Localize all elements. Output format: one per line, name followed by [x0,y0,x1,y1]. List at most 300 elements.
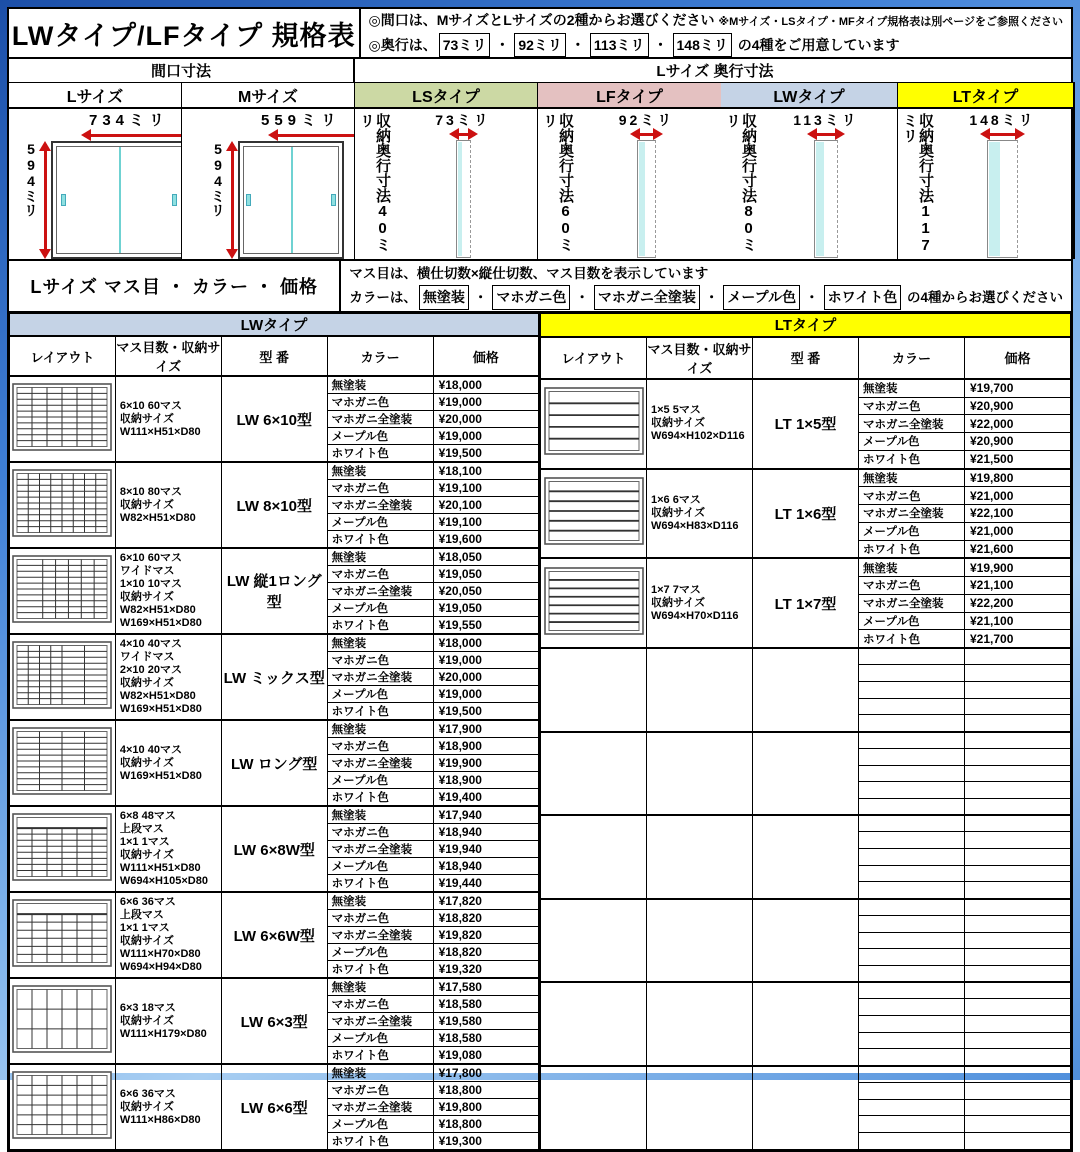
model-cell: LW 8×10型 [221,462,327,548]
color-cell: マホガニ色 [327,652,433,669]
model-cell: LW 6×6型 [221,1064,327,1150]
spec-cell [115,462,221,548]
price-cell: ¥19,400 [433,789,539,807]
panel-depth-arrow [807,128,845,140]
layout-cell [10,462,116,548]
price-section-notes [341,261,1071,311]
spec-cell [115,1064,221,1150]
ls-type-diagram [355,109,538,259]
depth-option-0: 73ミリ [439,33,491,57]
price-cell: ¥19,320 [433,961,539,979]
lt-type-table [540,313,1071,1150]
column-header: マス目数・収納サイズ [647,337,753,379]
price-cell: ¥21,100 [965,612,1071,630]
panel-depth-arrow [630,128,663,140]
size-col-header-1: Mサイズ [182,83,355,109]
spec-line: 4×10 40マス [119,743,182,756]
m-height-label: 594ミリ [210,141,226,217]
color-cell: 無塗装 [327,376,433,394]
price-cell: ¥18,580 [433,1030,539,1047]
color-cell [859,665,965,682]
color-cell: ホワイト色 [327,875,433,893]
color-cell [859,815,965,832]
spec-line: 収納サイズ [651,417,706,430]
color-cell: メープル色 [327,1030,433,1047]
price-cell: ¥19,580 [433,1013,539,1030]
model-cell: LW 6×6W型 [221,892,327,978]
spec-line: W111×H70×D80 [119,948,201,960]
spec-cell [647,732,753,816]
price-cell [965,798,1071,815]
model-cell [753,648,859,732]
color-cell: マホガニ色 [327,910,433,927]
color-cell: 無塗装 [327,462,433,480]
price-cell: ¥20,900 [965,397,1071,415]
price-tables [7,313,1073,1152]
panel-drawing [755,113,897,258]
color-cell: マホガニ全塗装 [327,927,433,944]
spec-line: W111×H51×D80 [119,862,201,874]
color-note-suffix: の4種からお選びください [906,290,1063,305]
color-cell: マホガニ色 [327,824,433,841]
color-option-0: 無塗装 [419,285,469,310]
color-option-4: ホワイト色 [824,285,902,310]
color-cell: 無塗装 [859,379,965,397]
color-cell: マホガニ色 [859,577,965,595]
color-cell: ホワイト色 [327,789,433,807]
price-cell [965,1016,1071,1033]
price-cell: ¥17,900 [433,720,539,738]
price-cell: ¥19,000 [433,428,539,445]
panel-depth-label: 148ミリ [969,112,1036,128]
model-cell [753,982,859,1066]
color-cell [859,1049,965,1066]
storage-depth-label: 収納奥行寸法40ミリ [358,113,391,252]
spec-cell [115,806,221,892]
column-header: レイアウト [541,337,647,379]
color-cell: マホガニ全塗装 [327,1013,433,1030]
spec-cell [647,379,753,469]
price-cell: ¥19,000 [433,652,539,669]
layout-cell [10,548,116,634]
price-cell [965,815,1071,832]
note-line-2-prefix: ◎奥行は、 [368,37,437,53]
color-cell: マホガニ色 [859,487,965,505]
price-cell [965,865,1071,882]
price-cell: ¥18,800 [433,1116,539,1133]
separator: ・ [495,37,510,53]
color-cell: ホワイト色 [327,445,433,463]
price-cell: ¥20,900 [965,433,1071,451]
spec-cell [647,982,753,1066]
price-cell: ¥19,500 [433,445,539,463]
layout-cell [541,558,647,648]
price-cell [965,665,1071,682]
price-cell: ¥21,000 [965,487,1071,505]
spec-line: W82×H51×D80 [119,511,196,524]
color-cell: マホガニ全塗装 [327,755,433,772]
price-cell [965,949,1071,966]
price-cell [965,732,1071,749]
color-cell: ホワイト色 [327,961,433,979]
separator: ・ [704,290,719,305]
panel-rect [987,140,1018,258]
color-cell: 無塗装 [327,548,433,566]
spec-line: W82×H51×D80 [119,604,196,616]
spec-cell [647,1066,753,1150]
model-cell: LW 6×10型 [221,376,327,462]
price-cell: ¥18,000 [433,634,539,652]
panel-drawing [572,113,721,258]
color-cell: マホガニ全塗装 [859,505,965,523]
spec-line: W111×H86×D80 [119,1113,201,1126]
spec-line: 1×1 1マス [119,922,170,934]
spec-cell [115,720,221,806]
color-cell [859,865,965,882]
color-cell [859,765,965,782]
spec-line: W169×H51×D80 [119,703,202,715]
price-cell: ¥21,600 [965,540,1071,558]
price-cell: ¥19,700 [965,379,1071,397]
model-cell: LW ロング型 [221,720,327,806]
price-cell [965,965,1071,982]
column-header: カラー [327,336,433,376]
color-cell [859,715,965,732]
price-cell: ¥19,900 [433,755,539,772]
header-notes [361,9,1071,57]
panel-depth-label: 113ミリ [793,112,859,128]
model-cell [753,899,859,983]
lt-type-diagram [898,109,1075,259]
spec-line: 6×6 36マス [119,1087,176,1100]
model-cell: LW ミックス型 [221,634,327,720]
price-cell: ¥22,200 [965,594,1071,612]
price-cell: ¥18,100 [433,462,539,480]
price-cell: ¥22,100 [965,505,1071,523]
spec-line: 収納サイズ [119,412,175,425]
color-cell: ホワイト色 [859,630,965,648]
color-cell: メープル色 [859,522,965,540]
price-cell [965,999,1071,1016]
price-cell: ¥19,100 [433,514,539,531]
price-cell: ¥17,820 [433,892,539,910]
model-cell: LT 1×7型 [753,558,859,648]
m-height-arrow [226,141,238,259]
color-cell [859,748,965,765]
top-header [7,7,1073,59]
color-cell [859,648,965,665]
type-band-LWタイプ: LWタイプ [10,314,540,337]
spec-line: 上段マス [119,823,164,835]
model-cell: LT 1×6型 [753,469,859,559]
color-cell [859,682,965,699]
price-cell: ¥18,940 [433,858,539,875]
lw-type-diagram [721,109,898,259]
model-cell: LW 6×8W型 [221,806,327,892]
price-cell [965,915,1071,932]
color-cell: メープル色 [327,944,433,961]
price-cell [965,1082,1071,1099]
size-col-header-0: Lサイズ [9,83,182,109]
price-section-header [7,261,1073,313]
color-cell: ホワイト色 [327,703,433,721]
storage-depth-label: 収納奥行寸法60ミリ [541,113,574,252]
l-cabinet-drawing [51,141,182,259]
color-cell: マホガニ色 [327,996,433,1013]
m-size-diagram [182,109,355,259]
color-cell: マホガニ全塗装 [327,669,433,686]
price-cell: ¥19,500 [433,703,539,721]
color-cell [859,999,965,1016]
color-cell: 無塗装 [859,558,965,576]
spec-line: W694×H105×D80 [119,875,208,887]
color-cell: マホガニ全塗装 [327,583,433,600]
price-cell [965,1032,1071,1049]
model-cell [753,815,859,899]
spec-line: W111×H179×D80 [119,1027,207,1040]
l-size-diagram [9,109,182,259]
price-cell: ¥17,800 [433,1064,539,1082]
column-header: 価格 [965,337,1071,379]
depth-col-header-3: LTタイプ [898,83,1075,109]
price-cell: ¥20,050 [433,583,539,600]
price-cell [965,1132,1071,1149]
storage-depth-label: 収納奥行寸法80ミリ [724,113,757,252]
price-cell: ¥20,000 [433,411,539,428]
spec-line: 1×5 5マス [651,404,701,417]
price-cell: ¥19,800 [433,1099,539,1116]
spec-cell [115,376,221,462]
color-cell [859,1016,965,1033]
dimension-section [7,59,1073,261]
price-cell [965,882,1071,899]
spec-line: 1×7 7マス [651,583,701,596]
spec-cell [115,978,221,1064]
spec-line: W694×H102×D116 [651,430,745,443]
masu-note: マス目は、横仕切数×縦仕切数、マス目数を表示しています [349,266,709,281]
spec-line: 6×8 48マス [119,810,176,822]
spec-line: 6×10 60マス [119,552,182,564]
model-cell: LW 縦1ロング型 [221,548,327,634]
catalog-page [7,7,1073,1148]
color-options [417,290,903,305]
price-cell: ¥18,900 [433,772,539,789]
layout-cell [10,892,116,978]
color-option-3: メープル色 [723,285,800,310]
spec-line: W694×H94×D80 [119,961,202,973]
color-cell: メープル色 [327,600,433,617]
price-cell [965,849,1071,866]
spec-cell [647,558,753,648]
color-cell [859,932,965,949]
price-cell: ¥19,820 [433,927,539,944]
panel-depth-arrow [449,128,478,140]
depth-option-3: 148ミリ [673,33,732,57]
spec-line: 2×10 20マス [119,664,182,676]
layout-cell [541,899,647,983]
layout-cell [10,806,116,892]
l-height-label: 594ミリ [23,141,39,217]
color-cell: マホガニ全塗装 [327,497,433,514]
price-cell: ¥19,940 [433,841,539,858]
price-cell: ¥17,940 [433,806,539,824]
depth-option-1: 92ミリ [514,33,566,57]
lw-type-table [9,313,540,1150]
spec-line: ワイドマス [119,565,175,577]
color-cell: ホワイト色 [327,1047,433,1065]
m-width-label: 559ミリ [260,112,342,129]
spec-line: W694×H83×D116 [651,519,739,532]
price-cell [965,832,1071,849]
layout-cell [10,1064,116,1150]
spec-cell [115,634,221,720]
panel-depth-label: 73ミリ [435,112,491,128]
color-cell: ホワイト色 [327,1133,433,1150]
color-cell: 無塗装 [327,978,433,996]
separator: ・ [570,37,585,53]
separator: ・ [575,290,589,305]
color-cell [859,782,965,799]
spec-line: 6×10 60マス [119,399,182,412]
price-cell [965,899,1071,916]
color-cell: メープル色 [327,772,433,789]
note-line-1 [369,9,1063,33]
column-header: 型 番 [221,336,327,376]
color-cell [859,1032,965,1049]
spec-line: 8×10 80マス [119,485,182,498]
color-cell [859,982,965,999]
color-cell: ホワイト色 [859,450,965,468]
model-cell [753,1066,859,1150]
price-cell [965,982,1071,999]
color-cell: マホガニ色 [327,738,433,755]
color-cell: マホガニ色 [859,397,965,415]
width-dims-header: 間口寸法 [9,59,355,83]
price-cell [965,1116,1071,1133]
color-cell: 無塗装 [859,469,965,487]
spec-cell [115,548,221,634]
lf-type-diagram [538,109,721,259]
layout-cell [541,648,647,732]
spec-line: 1×10 10マス [119,578,182,590]
note-line-2-suffix: の4種をご用意しています [737,37,900,53]
spec-line: 収納サイズ [651,596,706,609]
color-cell [859,1099,965,1116]
color-cell [859,1082,965,1099]
color-cell [859,698,965,715]
spec-line: 6×6 36マス [119,896,176,908]
color-cell: 無塗装 [327,1064,433,1082]
depth-col-header-1: LFタイプ [538,83,721,109]
color-cell [859,832,965,849]
price-cell: ¥18,940 [433,824,539,841]
depth-col-header-0: LSタイプ [355,83,538,109]
spec-cell [647,815,753,899]
color-cell [859,798,965,815]
m-cabinet-drawing [238,141,344,259]
color-cell [859,949,965,966]
price-cell: ¥19,300 [433,1133,539,1150]
color-cell: マホガニ色 [327,566,433,583]
spec-cell [647,899,753,983]
spec-line: 収納サイズ [119,849,175,861]
panel-depth-arrow [980,128,1025,140]
price-section-title: Lサイズ マス目 ・ カラー ・ 価格 [9,261,341,311]
color-cell [859,882,965,899]
color-cell: メープル色 [859,433,965,451]
color-cell: マホガニ全塗装 [859,415,965,433]
price-cell: ¥19,100 [433,480,539,497]
layout-cell [10,376,116,462]
depth-option-2: 113ミリ [590,33,649,57]
spec-line: 6×3 18マス [119,1001,176,1014]
color-cell: 無塗装 [327,634,433,652]
color-cell [859,849,965,866]
page-title: LWタイプ/LFタイプ 規格表 [9,9,361,57]
price-cell [965,748,1071,765]
panel-rect [814,140,838,258]
spec-line: 1×6 6マス [651,493,701,506]
m-width-arrow [268,129,355,141]
layout-cell [10,978,116,1064]
price-cell: ¥19,080 [433,1047,539,1065]
note-line-1-text: ◎間口は、MサイズとLサイズの2種からお選びください [368,12,715,28]
layout-cell [541,469,647,559]
model-cell [753,732,859,816]
column-header: レイアウト [10,336,116,376]
price-cell [965,698,1071,715]
layout-cell [541,732,647,816]
price-cell: ¥22,000 [965,415,1071,433]
price-cell: ¥20,000 [433,669,539,686]
color-note [349,285,1063,310]
spec-line: 上段マス [119,909,164,921]
price-cell: ¥20,100 [433,497,539,514]
price-cell: ¥19,000 [433,686,539,703]
spec-line: W82×H51×D80 [119,690,196,702]
price-cell: ¥18,000 [433,376,539,394]
spec-cell [115,892,221,978]
depth-dims-header: Lサイズ 奥行寸法 [355,59,1075,83]
color-cell: ホワイト色 [327,617,433,635]
color-cell: メープル色 [859,612,965,630]
price-cell: ¥18,800 [433,1082,539,1099]
storage-depth-label: 収納奥行寸法117ミリ [901,113,934,254]
color-cell: マホガニ色 [327,394,433,411]
color-cell: マホガニ色 [327,480,433,497]
price-cell: ¥19,000 [433,394,539,411]
color-cell: メープル色 [327,1116,433,1133]
price-cell: ¥21,700 [965,630,1071,648]
spec-line: W169×H51×D80 [119,617,202,629]
spec-line: 収納サイズ [119,935,175,947]
color-note-prefix: カラーは、 [349,290,417,305]
price-cell: ¥21,100 [965,577,1071,595]
spec-cell [647,469,753,559]
spec-line: 収納サイズ [119,591,175,603]
layout-cell [541,379,647,469]
layout-cell [10,720,116,806]
color-cell [859,915,965,932]
price-cell [965,648,1071,665]
spec-line: 4×10 40マス [119,638,182,650]
depth-options [437,37,734,53]
color-option-2: マホガニ全塗装 [594,285,700,310]
column-header: マス目数・収納サイズ [115,336,221,376]
panel-drawing [932,113,1073,258]
spec-line: 収納サイズ [651,506,706,519]
price-cell: ¥21,000 [965,522,1071,540]
